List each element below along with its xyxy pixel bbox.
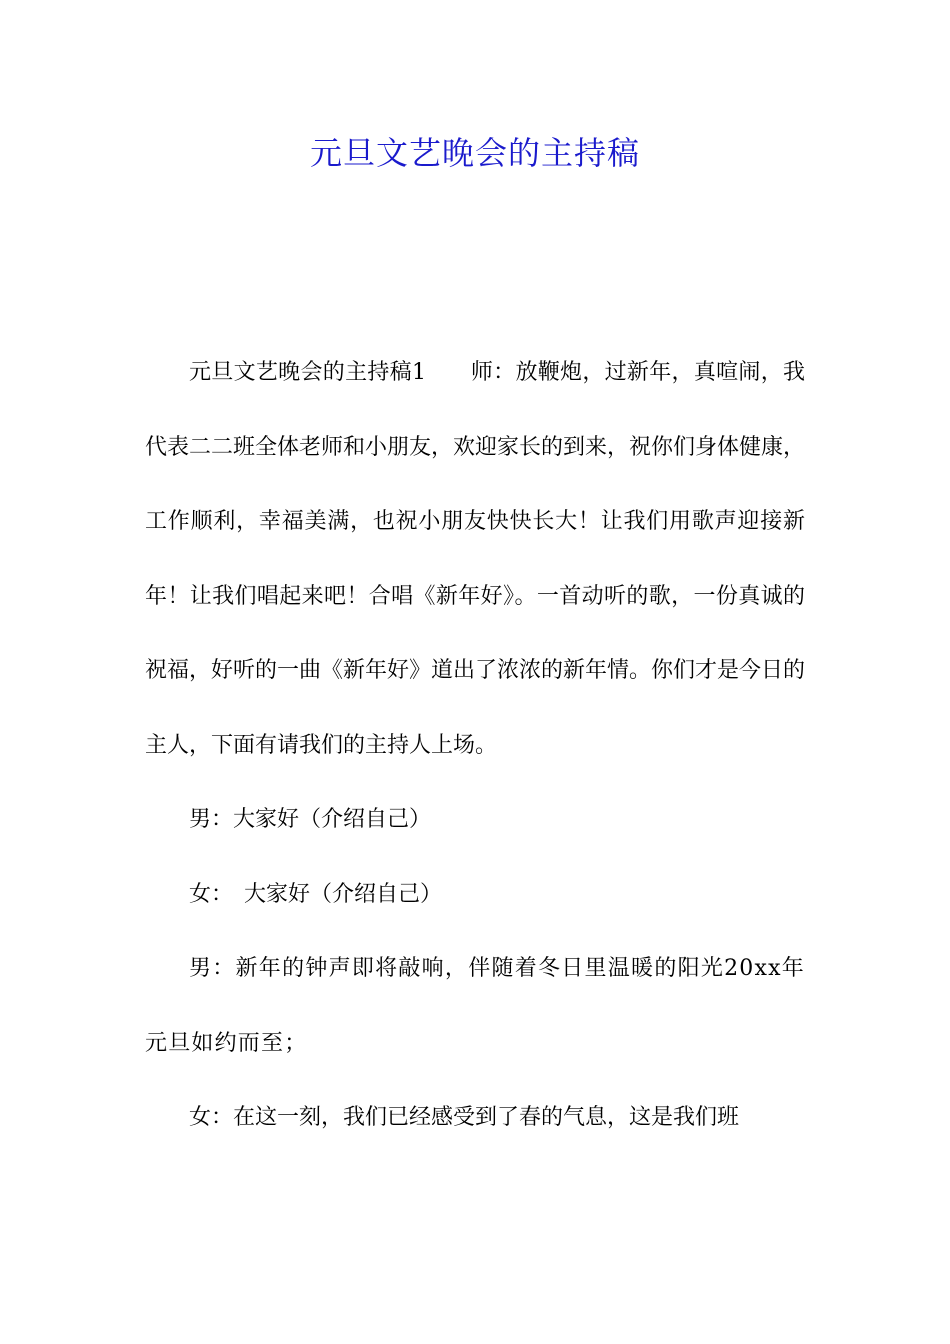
paragraph-male-newyear: 男：新年的钟声即将敲响，伴随着冬日里温暖的阳光20xx年元旦如约而至； [145,956,805,1056]
paragraph-female-greeting: 女： 大家好（介绍自己） [189,881,443,907]
paragraph-female-spring: 女：在这一刻，我们已经感受到了春的气息，这是我们班 [189,1105,740,1130]
document-body [145,336,805,1156]
document-title: 元旦文艺晚会的主持稿 [309,134,640,172]
paragraph-intro: 元旦文艺晚会的主持稿1 师：放鞭炮，过新年，真喧闹，我代表二二班全体老师和小朋友，欢迎家长的到来，祝你们身体健康，工作顺利，幸福美满，也祝小朋友快快长大！让我们用歌声迎接新年！让我们唱起来吧！合唱《新年好》。一首动听的歌，一份真诚的祝福，好听的一曲《新年好》道出了浓浓的新年情。你们才是今日的主人，下面有请我们的主持人上场。 [145,360,806,758]
paragraph-male-greeting: 男：大家好（介绍自己） [189,807,432,832]
